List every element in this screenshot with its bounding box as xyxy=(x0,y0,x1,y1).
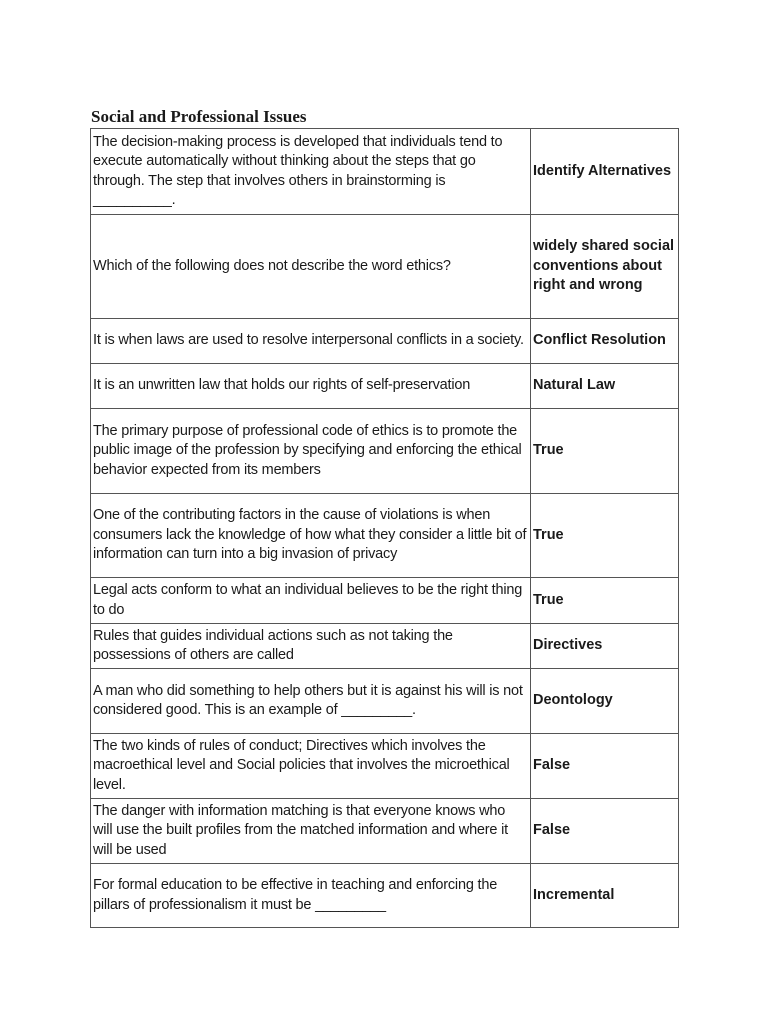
question-cell: For formal education to be effective in teaching and enforcing the pillars of professionalism it must be _________ xyxy=(91,864,531,928)
table-row xyxy=(91,215,679,319)
table-row xyxy=(91,864,679,928)
table-row xyxy=(91,669,679,734)
question-cell: A man who did something to help others but it is against his will is not considered good. This is an example of _________. xyxy=(91,669,531,734)
answer-cell: Conflict Resolution xyxy=(531,319,679,364)
table-row xyxy=(91,319,679,364)
answer-cell: Identify Alternatives xyxy=(531,129,679,215)
qa-table xyxy=(90,128,679,928)
table-row xyxy=(91,734,679,799)
question-cell: The danger with information matching is that everyone knows who will use the built profiles from the matched information and where it will be used xyxy=(91,799,531,864)
page-title: Social and Professional Issues xyxy=(91,107,307,126)
answer-cell: True xyxy=(531,494,679,578)
question-cell: The two kinds of rules of conduct; Directives which involves the macroethical level and Social policies that involves the microethical level. xyxy=(91,734,531,799)
answer-cell: True xyxy=(531,578,679,624)
answer-cell: Natural Law xyxy=(531,364,679,409)
table-row xyxy=(91,129,679,215)
question-cell: It is an unwritten law that holds our rights of self-preservation xyxy=(91,364,531,409)
table-row xyxy=(91,624,679,669)
table-row xyxy=(91,364,679,409)
table-row xyxy=(91,799,679,864)
question-cell: It is when laws are used to resolve interpersonal conflicts in a society. xyxy=(91,319,531,364)
answer-cell: False xyxy=(531,799,679,864)
answer-cell: False xyxy=(531,734,679,799)
table-row xyxy=(91,578,679,624)
question-cell: Which of the following does not describe the word ethics? xyxy=(91,215,531,319)
question-cell: Rules that guides individual actions such as not taking the possessions of others are called xyxy=(91,624,531,669)
answer-cell: Incremental xyxy=(531,864,679,928)
answer-cell: True xyxy=(531,409,679,494)
question-cell: One of the contributing factors in the cause of violations is when consumers lack the knowledge of how what they consider a little bit of information can turn into a big invasion of privacy xyxy=(91,494,531,578)
table-row xyxy=(91,409,679,494)
answer-cell: widely shared social conventions about right and wrong xyxy=(531,215,679,319)
table-row xyxy=(91,494,679,578)
answer-cell: Directives xyxy=(531,624,679,669)
question-cell: The primary purpose of professional code of ethics is to promote the public image of the profession by specifying and enforcing the ethical behavior expected from its members xyxy=(91,409,531,494)
question-cell: Legal acts conform to what an individual believes to be the right thing to do xyxy=(91,578,531,624)
question-cell: The decision-making process is developed that individuals tend to execute automatically without thinking about the steps that go through. The step that involves others in brainstorming is __________. xyxy=(91,129,531,215)
answer-cell: Deontology xyxy=(531,669,679,734)
